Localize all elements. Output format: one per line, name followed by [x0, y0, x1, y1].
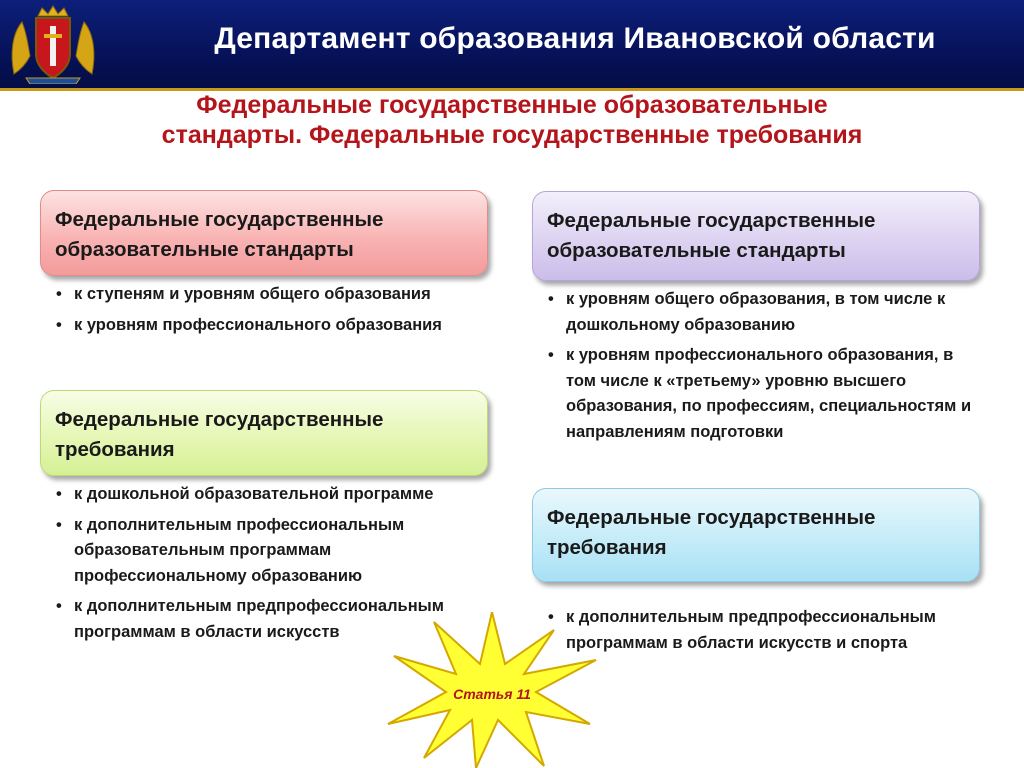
list-item: • к дополнительным предпрофессиональным программам в области искусств: [56, 594, 476, 645]
left-requirements-title-line-1: Федеральные государственные: [55, 408, 384, 431]
right-requirements-title-line-2: требования: [547, 536, 667, 559]
right-requirements-title-line-1: Федеральные государственные: [547, 506, 876, 529]
article-label: Статья 11: [453, 686, 531, 702]
left-requirements-box: [40, 390, 488, 476]
left-standards-title-line-2: образовательные стандарты: [55, 238, 354, 261]
page-title: Департамент образования Ивановской области: [214, 22, 936, 55]
slide-subtitle: [60, 90, 964, 150]
left-requirements-title-line-2: требования: [55, 438, 175, 461]
right-standards-box: [532, 191, 980, 281]
list-item: • к уровням профессионального образования: [56, 313, 476, 339]
right-requirements-list: [548, 605, 978, 661]
subtitle-line-1: Федеральные государственные образовательные: [196, 91, 828, 119]
right-requirements-box: [532, 488, 980, 582]
list-item: • к дополнительным предпрофессиональным программам в области искусств и спорта: [548, 605, 978, 656]
right-standards-title-line-1: Федеральные государственные: [547, 209, 876, 232]
list-item: • к дошкольной образовательной программе: [56, 482, 476, 508]
subtitle-line-2: стандарты. Федеральные государственные требования: [161, 121, 863, 149]
list-item: • к уровням профессионального образования, в том числе к «третьему» уровню высшего образования, по профессиям, специальностям и направлениям подготовки: [548, 343, 978, 445]
header-bar: [0, 0, 1024, 91]
right-standards-title-line-2: образовательные стандарты: [547, 239, 846, 262]
list-item: • к уровням общего образования, в том числе к дошкольному образованию: [548, 287, 978, 338]
left-standards-box: [40, 190, 488, 276]
list-item: • к дополнительным профессиональным образовательным программам профессиональному образованию: [56, 513, 476, 590]
coat-of-arms-icon: [8, 4, 98, 84]
left-standards-list: [56, 282, 476, 343]
list-item: • к ступеням и уровням общего образования: [56, 282, 476, 308]
left-standards-title-line-1: Федеральные государственные: [55, 208, 384, 231]
right-standards-list: [548, 287, 978, 450]
